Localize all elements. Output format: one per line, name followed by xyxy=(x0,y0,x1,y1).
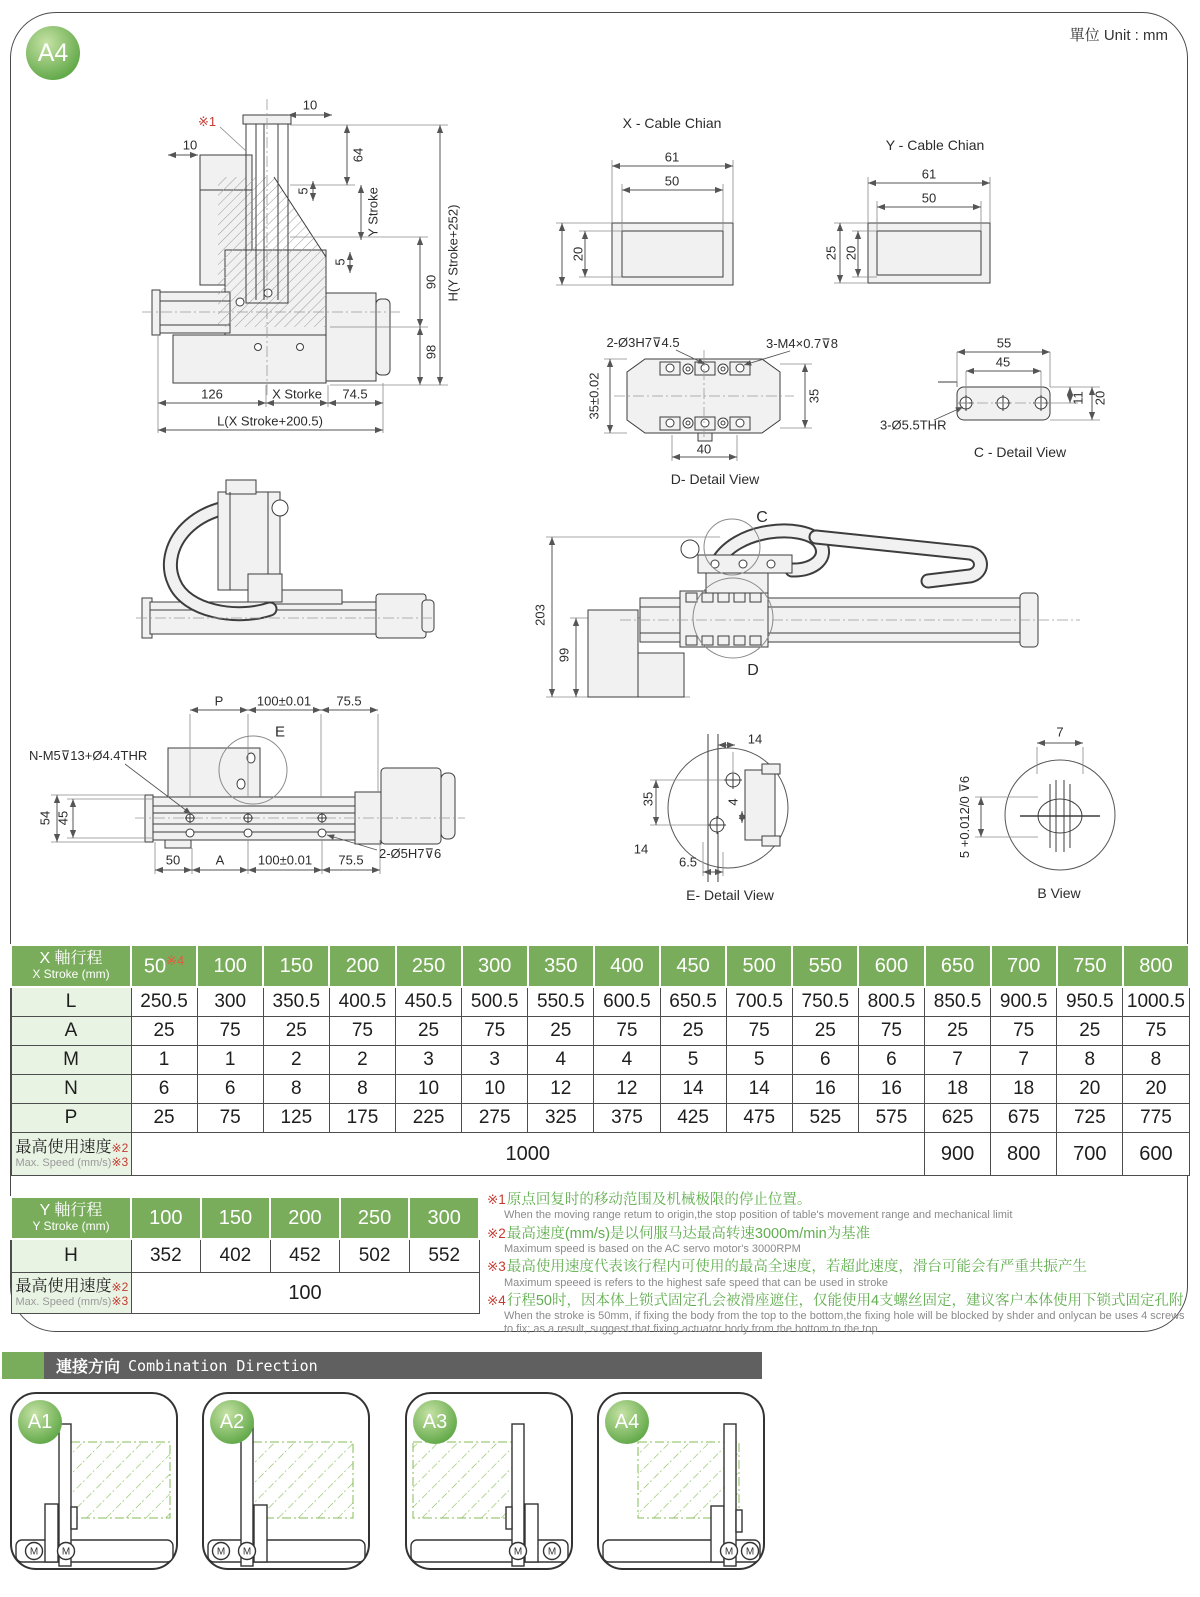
value-cell: 8 xyxy=(263,1075,329,1104)
ytable xyxy=(10,1196,480,1314)
value-cell: 552 xyxy=(409,1239,479,1273)
hole-callout: 3-Ø5.5THR xyxy=(880,417,947,433)
value-cell: 4 xyxy=(528,1046,594,1075)
dim-label: 11 xyxy=(1070,391,1086,405)
motor-symbol: M xyxy=(242,1546,252,1558)
dim-label: 20 xyxy=(570,246,586,262)
note-item xyxy=(487,1293,1193,1337)
value-cell: 775 xyxy=(1123,1104,1189,1133)
value-cell: 25 xyxy=(792,1017,858,1046)
dim-label: 61 xyxy=(921,166,937,182)
value-cell: 8 xyxy=(1123,1046,1189,1075)
drawing-c-detail xyxy=(880,322,1193,464)
drawing-plan-view xyxy=(25,672,485,884)
dim-label: 64 xyxy=(350,147,366,163)
combination-panel-a2 xyxy=(202,1392,370,1570)
dim-label: 5 xyxy=(332,258,348,266)
note-mark: ※1 xyxy=(487,1192,506,1207)
front-note1-mark: ※1 xyxy=(197,114,217,129)
motor-symbol: M xyxy=(216,1546,226,1558)
value-cell: 500.5 xyxy=(462,987,528,1017)
value-cell: 5 xyxy=(660,1046,726,1075)
row-label: M xyxy=(11,1046,131,1075)
y-cable-title: Y - Cable Chian xyxy=(885,137,985,153)
stroke-col-header: 600 xyxy=(858,945,924,987)
value-cell: 25 xyxy=(1057,1017,1123,1046)
drawing-side-view-right xyxy=(520,485,1100,700)
value-cell: 900.5 xyxy=(991,987,1057,1017)
value-cell: 6 xyxy=(858,1046,924,1075)
panel-badge-label: A3 xyxy=(422,1410,448,1433)
hole-callout: 2-Ø3H7⊽4.5 xyxy=(606,335,680,350)
value-cell: 375 xyxy=(594,1104,660,1133)
stroke-col-header: 150 xyxy=(201,1197,271,1239)
stroke-col-header: 550 xyxy=(792,945,858,987)
c-detail-title: C - Detail View xyxy=(973,444,1067,460)
value-cell: 502 xyxy=(340,1239,410,1273)
combination-header-bar xyxy=(44,1352,762,1379)
value-cell: 275 xyxy=(462,1104,528,1133)
c-detail-graphic xyxy=(880,322,1193,464)
value-cell: 3 xyxy=(396,1046,462,1075)
value-cell: 8 xyxy=(1057,1046,1123,1075)
value-cell: 25 xyxy=(131,1017,197,1046)
note-zh xyxy=(487,1259,1193,1276)
value-cell: 700.5 xyxy=(726,987,792,1017)
value-cell: 6 xyxy=(131,1075,197,1104)
note-item xyxy=(487,1192,1193,1223)
value-cell: 550.5 xyxy=(528,987,594,1017)
value-cell: 750.5 xyxy=(792,987,858,1017)
dim-label: 5 +0.012/0 ⊽6 xyxy=(957,775,972,859)
dim-label: 5 xyxy=(295,187,311,195)
stroke-col-header: 750 xyxy=(1057,945,1123,987)
value-cell: 12 xyxy=(528,1075,594,1104)
dim-label: 7 xyxy=(1056,724,1064,740)
value-cell: 25 xyxy=(396,1017,462,1046)
note-mark: ※3 xyxy=(487,1259,506,1275)
value-cell: 175 xyxy=(329,1104,395,1133)
hole-callout: N-M5⊽13+Ø4.4THR xyxy=(29,748,148,763)
stroke-col-header: 200 xyxy=(329,945,395,987)
stroke-col-header: 200 xyxy=(270,1197,340,1239)
panel-badge-label: A1 xyxy=(27,1410,53,1433)
dim-label: 55 xyxy=(996,335,1012,351)
e-detail-title: E- Detail View xyxy=(686,887,774,903)
value-cell: 16 xyxy=(858,1075,924,1104)
value-cell: 25 xyxy=(528,1017,594,1046)
value-cell: 1 xyxy=(131,1046,197,1075)
value-cell: 75 xyxy=(726,1017,792,1046)
max-speed-value: 800 xyxy=(991,1133,1057,1176)
note-zh-text: 最高使用速度代表该行程内可使用的最高全速度，若超此速度，滑台可能会有严重共振产生 xyxy=(506,1259,1087,1276)
value-cell: 800.5 xyxy=(858,987,924,1017)
panel-badge xyxy=(605,1400,649,1444)
value-cell: 75 xyxy=(329,1017,395,1046)
unit-label: 單位 Unit : mm xyxy=(1069,27,1168,44)
value-cell: 4 xyxy=(594,1046,660,1075)
panel-badge xyxy=(210,1400,254,1444)
value-cell: 8 xyxy=(329,1075,395,1104)
detail-c-label: C xyxy=(756,509,768,526)
value-cell: 650.5 xyxy=(660,987,726,1017)
dim-label: 20 xyxy=(843,245,859,261)
note-zh xyxy=(487,1226,1193,1243)
value-cell: 16 xyxy=(792,1075,858,1104)
stroke-col-header: 450 xyxy=(660,945,726,987)
combination-title-en: Combination Direction xyxy=(128,1356,318,1375)
value-cell: 75 xyxy=(197,1104,263,1133)
stroke-col-header: 100 xyxy=(197,945,263,987)
xtable xyxy=(10,944,1190,1176)
note-zh xyxy=(487,1192,1193,1209)
max-speed-value: 1000 xyxy=(131,1133,925,1176)
note-en: Maximum speeed is refers to the highest safe speed that can be used in stroke xyxy=(504,1276,888,1289)
max-speed-value: 900 xyxy=(925,1133,991,1176)
dim-label: 14 xyxy=(747,731,763,747)
page-badge xyxy=(26,26,80,80)
max-speed-value: 700 xyxy=(1057,1133,1123,1176)
dim-label: 90 xyxy=(423,274,439,290)
value-cell: 600.5 xyxy=(594,987,660,1017)
dim-label: H(Y Stroke+252) xyxy=(445,204,461,302)
dim-label: A xyxy=(215,852,225,868)
drawing-x-cable-chain xyxy=(540,100,800,300)
value-cell: 125 xyxy=(263,1104,329,1133)
e-detail-graphic xyxy=(612,692,907,904)
value-cell: 452 xyxy=(270,1239,340,1273)
value-cell: 625 xyxy=(925,1104,991,1133)
dim-label: 4 xyxy=(725,798,741,806)
value-cell: 75 xyxy=(594,1017,660,1046)
value-cell: 1000.5 xyxy=(1123,987,1189,1017)
value-cell: 250.5 xyxy=(131,987,197,1017)
note-item xyxy=(487,1226,1193,1257)
side-view-left-graphic xyxy=(130,462,440,684)
dim-label: 75.5 xyxy=(336,693,362,709)
value-cell: 1 xyxy=(197,1046,263,1075)
stroke-col-header: 250 xyxy=(340,1197,410,1239)
value-cell: 25 xyxy=(263,1017,329,1046)
dim-label: 203 xyxy=(532,604,548,626)
value-cell: 300 xyxy=(197,987,263,1017)
value-cell: 75 xyxy=(197,1017,263,1046)
value-cell: 10 xyxy=(462,1075,528,1104)
dim-label: 50 xyxy=(921,190,937,206)
combination-accent-block xyxy=(2,1352,44,1379)
panel-badge xyxy=(413,1400,457,1444)
dim-label: 100±0.01 xyxy=(256,693,312,709)
drawing-y-cable-chain xyxy=(820,125,1100,310)
dim-label: X Storke xyxy=(272,386,322,402)
drawing-d-detail xyxy=(558,322,888,490)
row-label: P xyxy=(11,1104,131,1133)
notes xyxy=(487,1192,1193,1340)
stroke-header-label: Y 軸行程 Y Stroke (mm) xyxy=(11,1197,131,1239)
drawing-e-detail xyxy=(612,692,907,904)
value-cell: 525 xyxy=(792,1104,858,1133)
stroke-col-header: 250 xyxy=(396,945,462,987)
value-cell: 425 xyxy=(660,1104,726,1133)
value-cell: 725 xyxy=(1057,1104,1123,1133)
dim-label: 35±0.02 xyxy=(586,372,602,420)
note-en: When the moving range retum to origin,the stop position of table's movement range and mechanical limit xyxy=(504,1209,1013,1222)
row-label: H xyxy=(11,1239,131,1273)
value-cell: 75 xyxy=(462,1017,528,1046)
note-en: Maximum speed is based on the AC servo motor's 3000RPM xyxy=(504,1242,801,1255)
value-cell: 25 xyxy=(660,1017,726,1046)
dim-label: 100±0.01 xyxy=(257,852,313,868)
value-cell: 850.5 xyxy=(925,987,991,1017)
hole-callout: 3-M4×0.7⊽8 xyxy=(765,336,839,351)
drawing-side-view-left xyxy=(130,462,440,684)
dim-label: 74.5 xyxy=(342,386,368,402)
dim-label: 6.5 xyxy=(678,854,698,870)
detail-d-label: D xyxy=(747,662,759,679)
stroke-col-header: 350 xyxy=(528,945,594,987)
dim-label: 75.5 xyxy=(338,852,364,868)
note-mark: ※4 xyxy=(487,1292,506,1308)
motor-symbol: M xyxy=(724,1546,734,1558)
dim-label: 98 xyxy=(423,344,439,360)
stroke-col-header: 300 xyxy=(462,945,528,987)
x-stroke-table xyxy=(10,944,1190,1176)
max-speed-value: 100 xyxy=(131,1273,479,1314)
stroke-col-header: 500 xyxy=(726,945,792,987)
value-cell: 225 xyxy=(396,1104,462,1133)
detail-e-label: E xyxy=(274,723,286,741)
value-cell: 2 xyxy=(263,1046,329,1075)
row-label: N xyxy=(11,1075,131,1104)
value-cell: 14 xyxy=(660,1075,726,1104)
note-zh xyxy=(487,1293,1193,1310)
stroke-col-header: 150 xyxy=(263,945,329,987)
motor-symbol: M xyxy=(745,1546,755,1558)
dim-label: 40 xyxy=(696,441,712,457)
dim-label: 45 xyxy=(995,354,1011,370)
value-cell: 75 xyxy=(991,1017,1057,1046)
stroke-col-header: 650 xyxy=(925,945,991,987)
value-cell: 400.5 xyxy=(329,987,395,1017)
value-cell: 3 xyxy=(462,1046,528,1075)
combination-panel-a4 xyxy=(597,1392,765,1570)
dim-label: 35 xyxy=(806,388,822,404)
value-cell: 2 xyxy=(329,1046,395,1075)
value-cell: 675 xyxy=(991,1104,1057,1133)
value-cell: 6 xyxy=(197,1075,263,1104)
dim-label: 126 xyxy=(201,386,223,402)
dim-label: 61 xyxy=(664,149,680,165)
value-cell: 450.5 xyxy=(396,987,462,1017)
value-cell: 75 xyxy=(858,1017,924,1046)
value-cell: 18 xyxy=(925,1075,991,1104)
value-cell: 25 xyxy=(925,1017,991,1046)
max-speed-value: 600 xyxy=(1123,1133,1189,1176)
drawing-front-view xyxy=(140,85,475,465)
dim-label: L(X Stroke+200.5) xyxy=(217,413,323,429)
side-view-right-graphic xyxy=(520,485,1100,700)
stroke-col-header: 100 xyxy=(131,1197,201,1239)
dim-label: 25 xyxy=(823,245,839,261)
note-zh-text: 原点回复时的移动范围及机械极限的停止位置。 xyxy=(506,1192,812,1208)
row-label: L xyxy=(11,987,131,1017)
dim-label: 10 xyxy=(182,137,198,153)
value-cell: 350.5 xyxy=(263,987,329,1017)
max-speed-label: 最高使用速度※2 Max. Speed (mm/s)※3 xyxy=(11,1133,131,1176)
dim-label: 10 xyxy=(302,97,318,113)
note-zh-text: 行程50时，因本体上锁式固定孔会被滑座遮住，仅能使用4支螺丝固定，建议客户本体使用下锁式固定孔附 xyxy=(506,1292,1184,1309)
value-cell: 14 xyxy=(726,1075,792,1104)
stroke-col-header: 300 xyxy=(409,1197,479,1239)
dim-label: 54 xyxy=(37,810,53,826)
combination-panel-a1 xyxy=(10,1392,178,1570)
dim-label: 20 xyxy=(1092,390,1108,406)
dim-label: P xyxy=(214,693,224,709)
dim-label: 35 xyxy=(640,791,656,807)
dim-label: Y Stroke xyxy=(365,187,381,237)
value-cell: 20 xyxy=(1057,1075,1123,1104)
value-cell: 20 xyxy=(1123,1075,1189,1104)
motor-symbol: M xyxy=(513,1546,523,1558)
value-cell: 325 xyxy=(528,1104,594,1133)
note-item xyxy=(487,1259,1193,1290)
motor-symbol: M xyxy=(29,1546,39,1558)
combination-panel-a3 xyxy=(405,1392,573,1570)
value-cell: 18 xyxy=(991,1075,1057,1104)
b-view-title: B View xyxy=(1037,885,1081,901)
value-cell: 75 xyxy=(1123,1017,1189,1046)
stroke-col-header: 800 xyxy=(1123,945,1189,987)
value-cell: 12 xyxy=(594,1075,660,1104)
motor-symbol: M xyxy=(547,1546,557,1558)
panel-badge-label: A2 xyxy=(219,1410,245,1433)
value-cell: 10 xyxy=(396,1075,462,1104)
value-cell: 352 xyxy=(131,1239,201,1273)
stroke-col-header: 400 xyxy=(594,945,660,987)
stroke-col-header: 50$^{※4}$ xyxy=(131,945,197,987)
value-cell: 402 xyxy=(201,1239,271,1273)
dim-label: 45 xyxy=(55,810,71,826)
value-cell: 25 xyxy=(131,1104,197,1133)
value-cell: 950.5 xyxy=(1057,987,1123,1017)
combination-title-zh: 連接方向 xyxy=(56,1359,121,1376)
x-cable-title: X - Cable Chian xyxy=(622,115,722,131)
note-mark: ※2 xyxy=(487,1225,506,1241)
stroke-header-label: X 軸行程 X Stroke (mm) xyxy=(11,945,131,987)
page-badge-label: A4 xyxy=(37,38,69,67)
row-label: A xyxy=(11,1017,131,1046)
max-speed-label: 最高使用速度※2 Max. Speed (mm/s)※3 xyxy=(11,1273,131,1314)
panel-badge xyxy=(18,1400,62,1444)
value-cell: 575 xyxy=(858,1104,924,1133)
value-cell: 7 xyxy=(991,1046,1057,1075)
value-cell: 6 xyxy=(792,1046,858,1075)
dim-label: 50 xyxy=(165,852,181,868)
y-stroke-table xyxy=(10,1196,480,1314)
value-cell: 5 xyxy=(726,1046,792,1075)
d-detail-title: D- Detail View xyxy=(670,471,760,487)
value-cell: 475 xyxy=(726,1104,792,1133)
note-zh-text: 最高速度(mm/s)是以伺服马达最高转速3000m/min为基准 xyxy=(506,1225,871,1242)
motor-symbol: M xyxy=(61,1546,71,1558)
note-en: When the stroke is 50mm, if fixing the body from the top to the bottom,the fixing hole will be blocked by shder and onlycan be uses 4 screws to fix; as a result, suggest that fixing actuator body from the bottom to the top xyxy=(504,1310,1185,1336)
hole-callout: 2-Ø5H7⊽6 xyxy=(379,846,442,861)
dim-label: 14 xyxy=(633,841,649,857)
dim-label: 99 xyxy=(556,647,572,663)
drawing-b-view xyxy=(928,692,1192,904)
value-cell: 7 xyxy=(925,1046,991,1075)
panel-badge-label: A4 xyxy=(614,1410,640,1433)
stroke-col-header: 700 xyxy=(991,945,1057,987)
dim-label: 50 xyxy=(664,173,680,189)
